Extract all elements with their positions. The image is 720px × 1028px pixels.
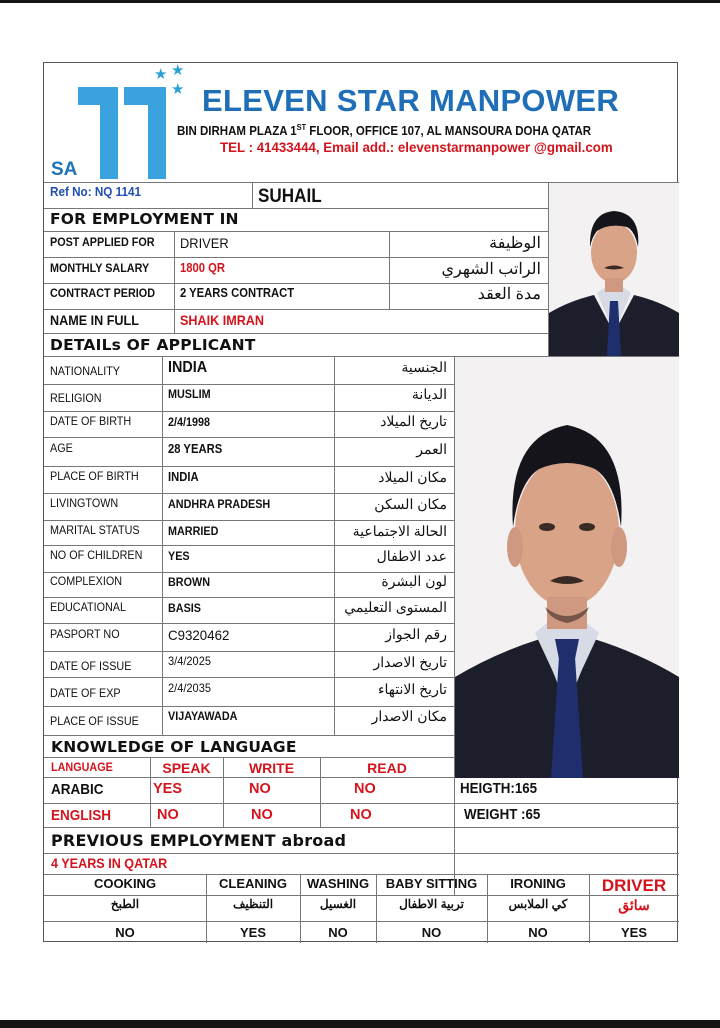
skill-value: NO [115,925,135,940]
weight-value: WEIGHT :65 [464,807,541,823]
ref-number: Ref No: NQ 1141 [50,184,142,199]
applicant-photo-small [549,183,679,356]
skill-value: NO [328,925,348,940]
skill-value: NO [528,925,548,940]
skill-header: DRIVER [601,876,667,895]
skill-header: BABY SITTING [385,876,478,891]
skill-arabic: كي الملابس [508,897,568,911]
cv-sheet: ★ ★ ★ SA ELEVEN STAR MANPOWER BIN DIRHAM PLAZA 1ST FLOOR, OFFICE 107, AL MANSOURA DOHA QATAR TEL : 41433444, Email add.: elevenstarmanpower @gmail.com Ref No: NQ 1141 SUHAIL FOR EMPLOYMENT IN POST APPLIED FOR DRIVER الوظيفة MONTHLY SALARY 1800 QR الراتب الشهري CONTRACT PERIOD 2 YEARS CONTRACT مدة العقد NAME IN FULL SHAIK IMRAN DETAILs OF APPLICANT NATIONALITY INDIA الجنسية RELIGION MUSLIM الديانة DATE OF BIRTH 2/4/1998 تاريخ الميلاد AGE 28 YEARS العمر PLACE OF BIRTH INDIA مكان الميلاد LIVINGTOWN ANDHRA PRADESH مكان السكن MARITAL STATUS MARRIED الحالة الاجتماعية NO OF CHILDREN YES عدد الاطفال COMPLEXION BROWN لون البشرة EDUCATIONAL BASIS المستوى التعليمي PASPORT NO C9320462 رقم الجواز DATE OF ISSUE 3/4/2025 تاريخ الاصدار DATE OF EXP 2/4/2035 تاريخ الانتهاء PLACE OF ISSUE VIJAYAWADA مكان الاصدار KNOWLEDGE OF LANGUAGE LANGUAGE SPEAK WRITE READ ARABIC YES NO NO ENGLISH NO NO NO HEIGTH:165 WEIGHT :65 PREVIOUS EMPLOYMENT abroad 4 YEARS IN QATAR COOKING CLEANING WASHING BABY SITTING IRONING DRIVER الطبخ التنظيف الغسيل تربية الاطفال كي الملابس سائق NO YES NO NO NO YES [43,62,678,942]
previous-experience: 4 YEARS IN QATAR [51,855,168,871]
section-title-language: KNOWLEDGE OF LANGUAGE [51,738,297,756]
top-edge-bar [0,0,720,3]
applicant-photo-large [455,357,679,778]
company-name: ELEVEN STAR MANPOWER [202,83,620,118]
skill-arabic: التنظيف [232,897,274,911]
logo-eleven-glyph [78,87,168,179]
company-address: BIN DIRHAM PLAZA 1ST FLOOR, OFFICE 107, AL MANSOURA DOHA QATAR [177,123,592,139]
skill-header: COOKING [93,876,157,891]
logo-sa-text: SA [51,159,78,180]
section-title-details: DETAILs OF APPLICANT [50,336,256,354]
skill-header: WASHING [306,876,370,891]
bottom-edge-bar [0,1020,720,1028]
skill-arabic: تربية الاطفال [399,897,464,911]
applicant-short-name: SUHAIL [258,186,322,207]
skill-value: YES [620,925,647,940]
skill-value: NO [421,925,442,940]
skill-arabic: سائق [618,897,650,913]
section-title-employment: FOR EMPLOYMENT IN [50,210,239,228]
star-icon: ★ [171,81,185,98]
full-name-value: SHAIK IMRAN [180,312,265,328]
star-icon: ★ [154,66,168,83]
height-value: HEIGTH:165 [460,781,538,797]
section-title-previous-employment: PREVIOUS EMPLOYMENT abroad [51,831,347,850]
star-icon: ★ [171,62,185,79]
skill-header: CLEANING [219,876,287,891]
skill-header: IRONING [510,876,566,891]
skill-value: YES [239,925,266,940]
skill-arabic: الطبخ [110,897,140,911]
company-contact: TEL : 41433444, Email add.: elevenstarmanpower @gmail.com [220,139,613,155]
skill-arabic: الغسيل [319,897,357,911]
